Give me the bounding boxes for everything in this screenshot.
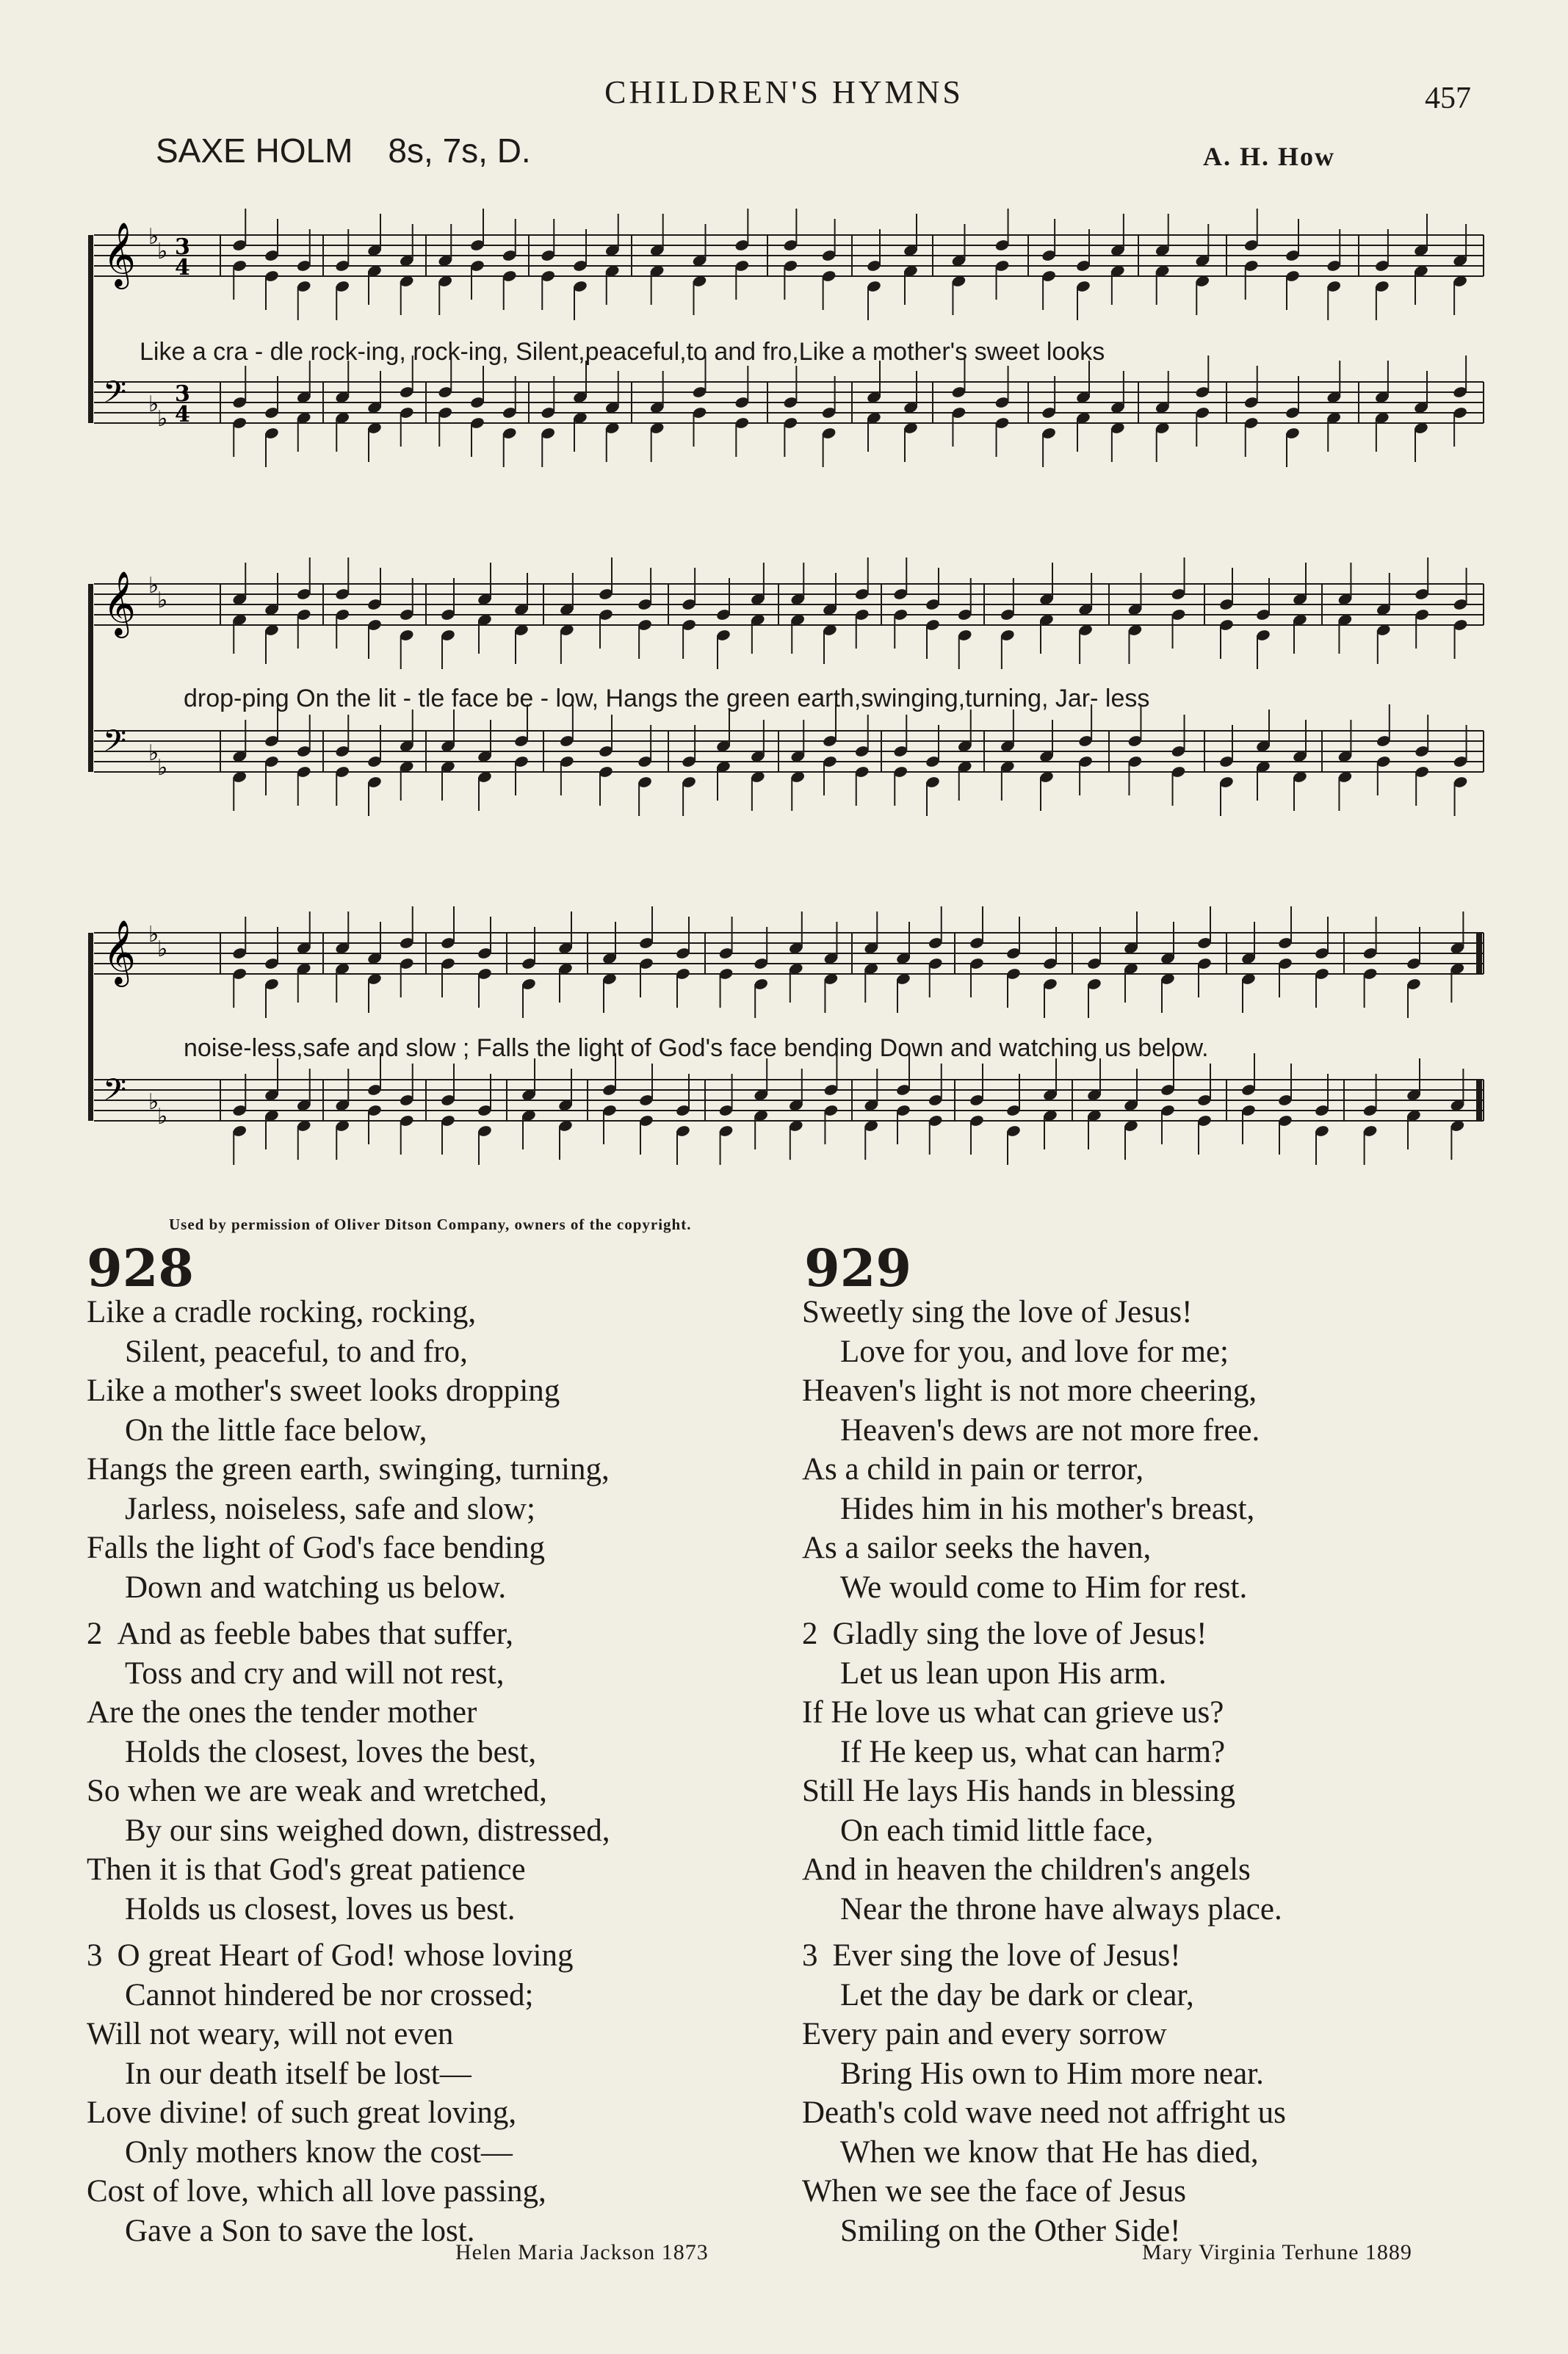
verse-text: Love divine! of such great loving, [87, 2095, 517, 2130]
system-brace [88, 584, 93, 772]
key-flat: ♭ [148, 224, 159, 250]
verse-line [87, 2133, 610, 2173]
verse-line [802, 1733, 1286, 1772]
verse-line [87, 2172, 610, 2212]
final-bar-line [1476, 933, 1482, 974]
verse-line [87, 1693, 610, 1733]
verse-text: Cost of love, which all love passing, [87, 2174, 546, 2209]
verse-text: Jarless, noiseless, safe and slow; [125, 1491, 535, 1526]
verse-text: Cannot hindered be nor crossed; [125, 1977, 534, 2012]
key-flat: ♭ [148, 922, 159, 947]
verse-text: Only mothers know the cost— [125, 2134, 513, 2170]
verse-text: Love for you, and love for me; [840, 1334, 1229, 1369]
verse-text: Gave a Son to save the lost. [125, 2213, 475, 2248]
verse-line [87, 1411, 610, 1451]
verse-text: Will not weary, will not even [87, 2017, 454, 2051]
hymn-928-text [87, 1293, 610, 2250]
key-flat: ♭ [148, 573, 159, 599]
verse-line [802, 2054, 1286, 2094]
verse-text: When we see the face of Jesus [802, 2174, 1186, 2209]
lyric-line-2: drop-ping On the lit - tle face be - low, Hangs the green earth,swinging,turning, Jar- less [184, 685, 1150, 712]
verse-text: If He keep us, what can harm? [840, 1734, 1226, 1769]
lyric-line-3: noise-less,safe and slow ; Falls the light of God's face bending Down and watching us below. [184, 1034, 1209, 1062]
key-flat: ♭ [157, 588, 168, 613]
verse-line [87, 1568, 610, 1608]
verse-text: Silent, peaceful, to and fro, [125, 1334, 468, 1369]
stanza-number: 2 [802, 1617, 818, 1651]
hymn-929-text [802, 1293, 1286, 2250]
stanza-number: 3 [802, 1938, 818, 1973]
verse-line [87, 1811, 610, 1851]
verse-text: When we know that He has died, [840, 2134, 1259, 2170]
key-flat: ♭ [148, 1089, 159, 1115]
verse-line [87, 1850, 610, 1890]
bass-clef: 𝄢 [103, 375, 127, 417]
verse-text: Sweetly sing the love of Jesus! [802, 1295, 1193, 1329]
verse-text: Then it is that God's great patience [87, 1852, 526, 1887]
verse-line [802, 1293, 1286, 1332]
time-signature-bottom: 4 [175, 255, 190, 281]
key-flat: ♭ [157, 1104, 168, 1130]
verse-text: And in heaven the children's angels [802, 1852, 1251, 1887]
verse-text: Heaven's light is not more cheering, [802, 1373, 1257, 1408]
verse-line [87, 1490, 610, 1529]
verse-line [87, 1733, 610, 1772]
verse-text: In our death itself be lost— [125, 2056, 472, 2091]
hymn-929-author [1142, 2240, 1412, 2265]
verse-text: Every pain and every sorrow [802, 2017, 1167, 2051]
treble-clef: 𝄞 [103, 221, 136, 286]
verse-line [802, 1528, 1286, 1568]
tune-composer: A. H. How [1203, 142, 1335, 171]
verse-line [802, 1450, 1286, 1490]
verse-line [802, 1976, 1286, 2015]
treble-clef: 𝄞 [103, 919, 136, 984]
verse-line [802, 2015, 1286, 2054]
verse-text: Let the day be dark or clear, [840, 1977, 1194, 2012]
verse-line [802, 1371, 1286, 1411]
verse-line [87, 1890, 610, 1929]
verse-text: And as feeble babes that suffer, [117, 1617, 514, 1651]
verse-text: Are the ones the tender mother [87, 1695, 477, 1730]
bass-clef: 𝄢 [103, 723, 127, 766]
key-flat: ♭ [157, 936, 168, 962]
time-signature-top: 3 [175, 381, 190, 407]
verse-text: Hangs the green earth, swinging, turning, [87, 1452, 610, 1487]
verse-text: We would come to Him for rest. [840, 1570, 1248, 1605]
verse-line [802, 1890, 1286, 1929]
page-number: 457 [1425, 82, 1471, 115]
verse-text: Like a cradle rocking, rocking, [87, 1295, 477, 1329]
key-flat: ♭ [148, 740, 159, 766]
verse-text: As a sailor seeks the haven, [802, 1531, 1152, 1565]
verse-text: Holds the closest, loves the best, [125, 1734, 537, 1769]
copyright-note: Used by permission of Oliver Ditson Company, owners of the copyright. [169, 1216, 692, 1233]
verse-line [87, 1936, 610, 1976]
verse-line [87, 1976, 610, 2015]
hymn-number-928: 928 [87, 1238, 195, 1299]
verse-text: Still He lays His hands in blessing [802, 1774, 1236, 1808]
verse-text: As a child in pain or terror, [802, 1452, 1144, 1487]
verse-line [87, 1293, 610, 1332]
author-name: Mary Virginia Terhune [1142, 2240, 1359, 2264]
verse-text: Death's cold wave need not affright us [802, 2095, 1286, 2130]
verse-line [802, 1772, 1286, 1811]
system-brace [88, 933, 93, 1121]
verse-text: Holds us closest, loves us best. [125, 1891, 516, 1927]
verse-line [87, 2015, 610, 2054]
verse-text: Bring His own to Him more near. [840, 2056, 1264, 2091]
verse-text: Heaven's dews are not more free. [840, 1412, 1260, 1448]
verse-line [87, 1654, 610, 1694]
tune-meter: 8s, 7s, D. [388, 131, 531, 170]
verse-line [87, 2093, 610, 2133]
author-year: 1889 [1365, 2240, 1412, 2264]
verse-line [802, 2133, 1286, 2173]
verse-text: On each timid little face, [840, 1813, 1154, 1848]
tune-name: SAXE HOLM [156, 131, 353, 170]
verse-line [802, 1568, 1286, 1608]
verse-line [802, 1654, 1286, 1694]
verse-line [802, 1490, 1286, 1529]
key-flat: ♭ [148, 391, 159, 417]
key-flat: ♭ [157, 406, 168, 432]
verse-text: Toss and cry and will not rest, [125, 1656, 505, 1691]
verse-line [802, 1850, 1286, 1890]
stanza-number: 3 [87, 1938, 103, 1973]
stanza-number: 2 [87, 1617, 103, 1651]
verse-line [802, 2172, 1286, 2212]
running-head: CHILDREN'S HYMNS [604, 74, 964, 110]
author-name: Helen Maria Jackson [455, 2240, 656, 2264]
key-flat: ♭ [157, 239, 168, 264]
verse-line [802, 1811, 1286, 1851]
verse-line [87, 1528, 610, 1568]
verse-line [802, 2093, 1286, 2133]
verse-line [802, 1411, 1286, 1451]
time-signature-top: 3 [175, 234, 190, 260]
hymn-928-author [455, 2240, 709, 2265]
verse-line [802, 1614, 1286, 1654]
verse-line [802, 1332, 1286, 1372]
verse-text: Down and watching us below. [125, 1570, 507, 1605]
verse-line [87, 1371, 610, 1411]
verse-text: By our sins weighed down, distressed, [125, 1813, 610, 1848]
key-flat: ♭ [157, 755, 168, 781]
verse-text: O great Heart of God! whose loving [117, 1938, 574, 1973]
verse-text: Hides him in his mother's breast, [840, 1491, 1255, 1526]
verse-text: So when we are weak and wretched, [87, 1774, 547, 1808]
verse-line [802, 1936, 1286, 1976]
lyric-line-1: Like a cra - dle rock-ing, rock-ing, Silent,peaceful,to and fro,Like a mother's sweet looks [140, 338, 1105, 366]
system-brace [88, 235, 93, 423]
treble-clef: 𝄞 [103, 570, 136, 635]
verse-line [87, 1614, 610, 1654]
tune-heading [156, 131, 531, 170]
verse-line [87, 2054, 610, 2094]
verse-line [87, 1332, 610, 1372]
verse-text: On the little face below, [125, 1412, 427, 1448]
final-bar-line [1476, 1080, 1482, 1121]
hymn-number-929: 929 [804, 1238, 912, 1299]
verse-line [87, 1450, 610, 1490]
bass-clef: 𝄢 [103, 1072, 127, 1115]
verse-text: If He love us what can grieve us? [802, 1695, 1224, 1730]
verse-line [802, 1693, 1286, 1733]
verse-text: Like a mother's sweet looks dropping [87, 1373, 560, 1408]
verse-text: Ever sing the love of Jesus! [832, 1938, 1181, 1973]
verse-text: Near the throne have always place. [840, 1891, 1282, 1927]
time-signature-bottom: 4 [175, 402, 190, 427]
verse-text: Smiling on the Other Side! [840, 2213, 1181, 2248]
author-year: 1873 [661, 2240, 709, 2264]
verse-text: Gladly sing the love of Jesus! [832, 1617, 1207, 1651]
verse-text: Falls the light of God's face bending [87, 1531, 545, 1565]
verse-line [87, 1772, 610, 1811]
verse-text: Let us lean upon His arm. [840, 1656, 1167, 1691]
